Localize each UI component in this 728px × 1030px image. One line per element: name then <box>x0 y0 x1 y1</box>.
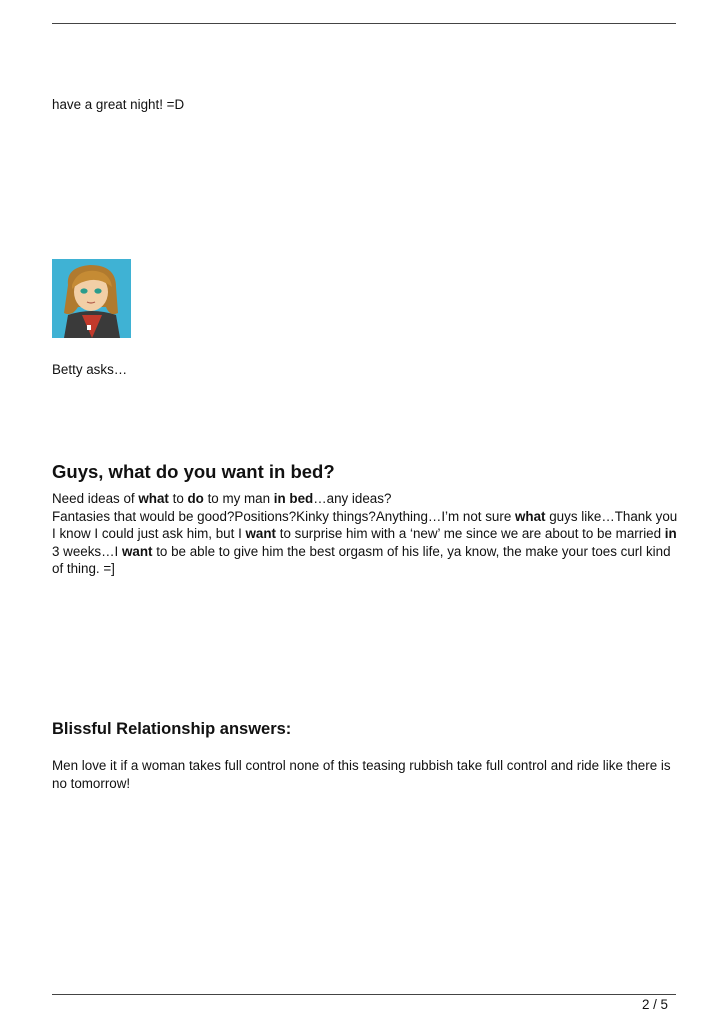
header-rule <box>52 23 676 24</box>
avatar <box>52 259 131 338</box>
question-line-3: I know I could just ask him, but I want to surprise him with a ‘new’ me since we are about to be married in 3 weeks…I want to be able to give him the best orgasm of his life, ya know, the make your toes curl kind of thing. =] <box>52 526 677 576</box>
page-number: 2 / 5 <box>641 997 668 1012</box>
answer-title: Blissful Relationship answers: <box>52 720 292 738</box>
footer-rule <box>52 994 676 995</box>
answer-body: Men love it if a woman takes full control none of this teasing rubbish take full control and ride like there is no tomorrow! <box>52 758 671 791</box>
question-body <box>52 490 682 578</box>
asker-line: Betty asks… <box>52 362 128 377</box>
question-line-2: Fantasies that would be good?Positions?Kinky things?Anything…I’m not sure what guys like…Thank you <box>52 508 678 524</box>
question-line-1: Need ideas of what to do to my man in bed…any ideas? <box>52 491 392 506</box>
intro-line: have a great night! =D <box>52 97 185 112</box>
question-title: Guys, what do you want in bed? <box>52 461 335 482</box>
